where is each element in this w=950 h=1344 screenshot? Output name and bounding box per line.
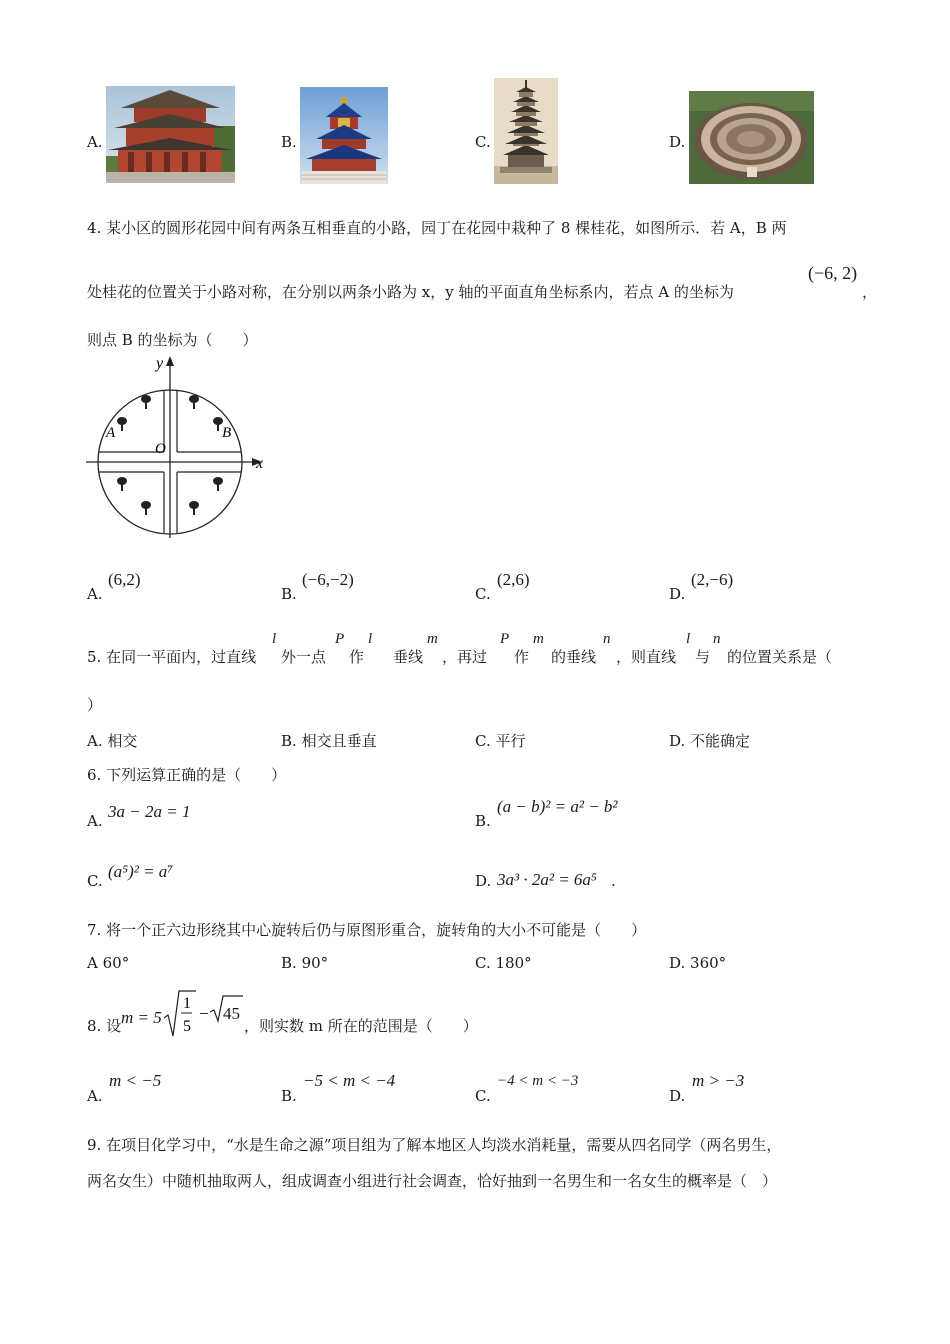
q3-option-a-label: A. — [87, 133, 103, 151]
q5-option-b: B. 相交且垂直 — [281, 732, 377, 750]
diagram-x-label: x — [256, 455, 264, 472]
q5-stem-line2: ） — [87, 696, 103, 714]
q6-option-c-label: C. — [87, 872, 103, 890]
q6-option-a-label: A. — [87, 812, 103, 830]
q4-option-d-value: (2,−6) — [691, 570, 734, 589]
q8-frac-den: 5 — [183, 1018, 191, 1035]
q4-coord-a: (−6, 2) — [808, 263, 858, 283]
q4-option-c-value: (2,6) — [497, 570, 530, 589]
q5-var-l2: l — [368, 631, 373, 647]
q4-option-c-label: C. — [475, 585, 491, 603]
q4-stem-line2: 处桂花的位置关于小路对称，在分别以两条小路为 x，y 轴的平面直角坐标系内，若点 A 的坐标为 — [87, 283, 734, 301]
q6-stem: 6. 下列运算正确的是（ ） — [87, 766, 287, 784]
q4-option-a-label: A. — [87, 585, 103, 603]
q5-seg9: 与 — [695, 648, 711, 666]
q5-option-c: C. 平行 — [475, 732, 526, 750]
tulou-round-building-image — [689, 91, 814, 184]
q5-var-l1: l — [272, 631, 277, 647]
q7-option-c: C. 180° — [475, 954, 532, 972]
q5-var-l3: l — [686, 631, 691, 647]
q6-option-d-expr: 3a³ · 2a² = 6a⁵ — [497, 870, 597, 889]
q8-option-a-label: A. — [87, 1087, 103, 1105]
q4-option-d-label: D. — [669, 585, 686, 603]
q4-option-b-label: B. — [281, 585, 297, 603]
q5-seg7: 的垂线 — [551, 648, 597, 666]
q5-seg5: ，再过 — [442, 648, 488, 666]
q5-var-m2: m — [533, 631, 544, 647]
q5-seg1: 5. 在同一平面内，过直线 — [87, 648, 257, 666]
q8-option-d-expr: m > −3 — [692, 1071, 745, 1090]
q4-stem-line1: 4. 某小区的圆形花园中间有两条互相垂直的小路，园丁在花园中栽种了 8 棵桂花，如图所示．若 A，B 两 — [87, 219, 787, 237]
q5-seg2: 外一点 — [281, 648, 327, 666]
q4-option-a-value: (6,2) — [108, 570, 141, 589]
q4-option-b-value: (−6,−2) — [302, 570, 354, 589]
q7-option-d: D. 360° — [669, 954, 727, 972]
q5-var-n1: n — [603, 631, 611, 647]
q8-suffix: ，则实数 m 所在的范围是（ ） — [244, 1017, 478, 1035]
q5-seg10: 的位置关系是（ — [727, 648, 833, 666]
q6-option-d-label: D. — [475, 872, 492, 890]
q8-option-c-expr: −4 < m < −3 — [497, 1073, 579, 1089]
q7-stem: 7. 将一个正六边形绕其中心旋转后仍与原图形重合，旋转角的大小不可能是（ ） — [87, 921, 647, 939]
q5-var-n2: n — [713, 631, 721, 647]
garden-diagram — [84, 352, 274, 544]
temple-of-heaven-image — [300, 87, 388, 184]
q5-var-p1: P — [335, 631, 345, 647]
diagram-point-b: B — [222, 425, 232, 441]
q5-seg4: 垂线 — [393, 648, 424, 666]
q3-option-b-label: B. — [281, 133, 297, 151]
q5-var-p2: P — [500, 631, 510, 647]
q7-option-b: B. 90° — [281, 954, 329, 972]
q8-m-lhs: m = 5 — [121, 1008, 162, 1027]
q5-var-m1: m — [427, 631, 438, 647]
q3-option-d-label: D. — [669, 133, 686, 151]
q9-stem-line1: 9. 在项目化学习中，“水是生命之源”项目组为了解本地区人均淡水消耗量，需要从四名同学（两名男生， — [87, 1136, 782, 1154]
q6-option-d-tail: . — [611, 872, 616, 890]
q8-option-d-label: D. — [669, 1087, 686, 1105]
q6-option-c-expr: (a⁵)² = a⁷ — [108, 862, 174, 881]
q5-option-a: A. 相交 — [87, 732, 138, 750]
q6-option-b-label: B. — [475, 812, 491, 830]
q6-option-b-expr: (a − b)² = a² − b² — [497, 797, 618, 816]
diagram-origin-label: O — [155, 441, 166, 457]
q8-frac-num: 1 — [183, 995, 191, 1012]
q7-option-a: A 60° — [87, 954, 130, 972]
q8-prefix: 8. 设 — [87, 1017, 122, 1035]
q8-option-c-label: C. — [475, 1087, 491, 1105]
q6-option-a-expr: 3a − 2a = 1 — [108, 802, 191, 821]
q5-seg6: 作 — [514, 648, 530, 666]
diagram-y-label: y — [156, 355, 164, 372]
q5-option-d: D. 不能确定 — [669, 732, 751, 750]
diagram-point-a: A — [106, 425, 116, 441]
q5-seg8: ，则直线 — [616, 648, 677, 666]
q9-stem-line2: 两名女生）中随机抽取两人，组成调查小组进行社会调查，恰好抽到一名男生和一名女生的概率是（ ） — [87, 1172, 778, 1190]
q8-sqrt45: 45 — [223, 1004, 240, 1023]
q3-option-c-label: C. — [475, 133, 491, 151]
q4-stem-line2-end: ， — [862, 283, 878, 301]
pagoda-image — [494, 78, 558, 184]
q8-option-b-label: B. — [281, 1087, 297, 1105]
q5-seg3: 作 — [349, 648, 365, 666]
q8-option-a-expr: m < −5 — [109, 1071, 162, 1090]
q8-minus: − — [199, 1004, 209, 1023]
q8-option-b-expr: −5 < m < −4 — [303, 1071, 396, 1090]
pavilion-tower-image — [106, 86, 235, 183]
q4-stem-line3: 则点 B 的坐标为（ ） — [87, 331, 258, 349]
